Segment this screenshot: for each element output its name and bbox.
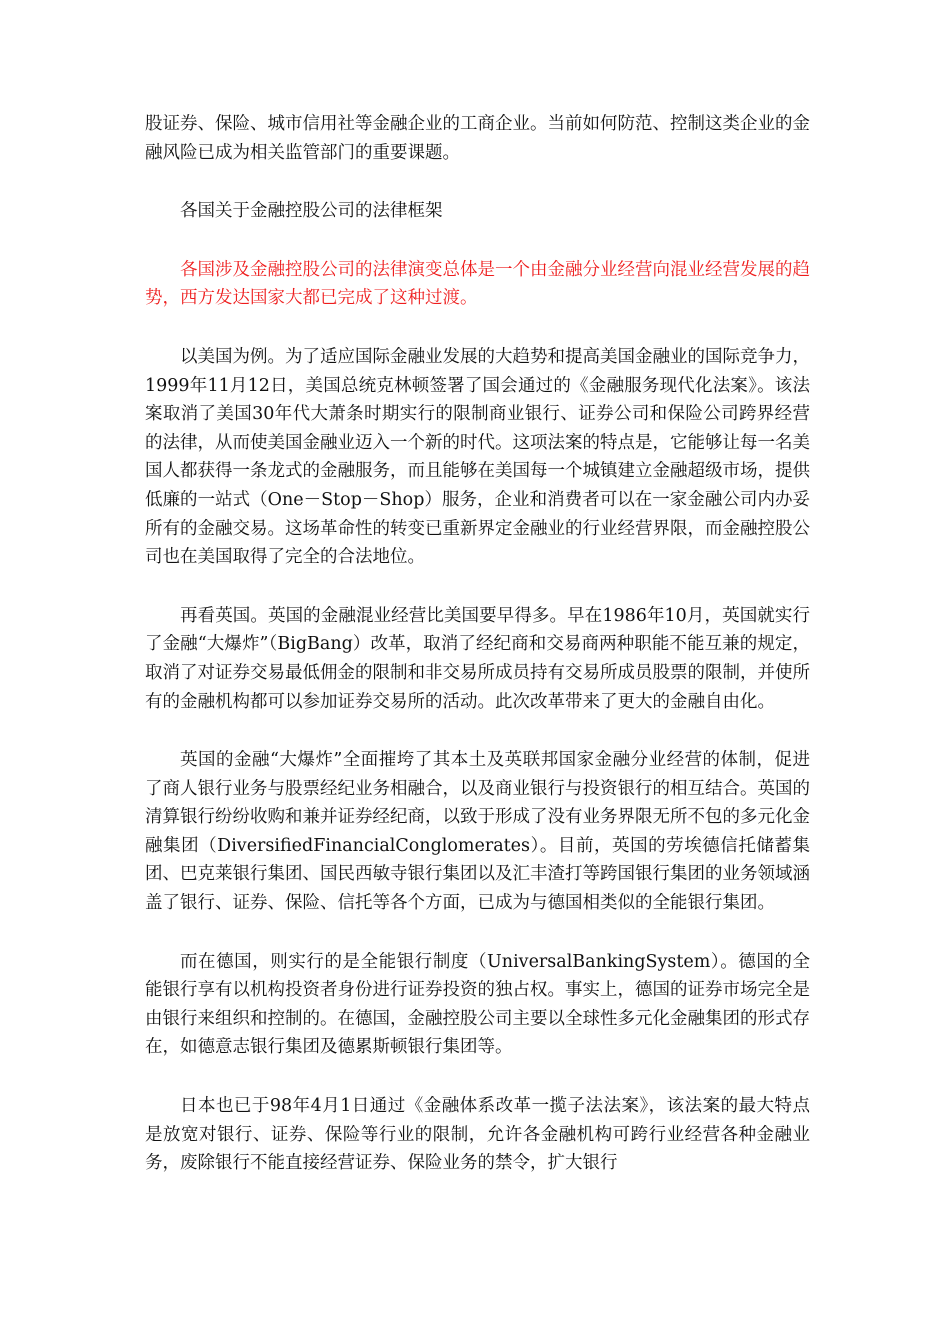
- paragraph-uk-bigbang: 英国的金融“大爆炸”全面摧垮了其本土及英联邦国家金融分业经营的体制，促进了商人银行业务与股票经纪业务相融合，以及商业银行与投资银行的相互结合。英国的清算银行纷纷收购和兼并证券经纪商，以致于形成了没有业务界限无所不包的多元化金融集团（DiversifiedFinancialConglomerates）。目前，英国的劳埃德信托储蓄集团、巴克莱银行集团、国民西敏寺银行集团以及汇丰渣打等跨国银行集团的业务领域涵盖了银行、证券、保险、信托等各个方面，已成为与德国相类似的全能银行集团。: [145, 750, 810, 914]
- paragraph-uk: 再看英国。英国的金融混业经营比美国要早得多。早在1986年10月，英国就实行了金融“大爆炸”（BigBang）改革，取消了经纪商和交易商两种职能不能互兼的规定，取消了对证券交易最低佣金的限制和非交易所成员持有交易所成员股票的限制，并使所有的金融机构都可以参加证券交易所的活动。此次改革带来了更大的金融自由化。: [145, 605, 810, 712]
- section-heading: 各国关于金融控股公司的法律框架: [180, 201, 443, 222]
- paragraph-continuation: 股证券、保险、城市信用社等金融企业的工商企业。当前如何防范、控制这类企业的金融风险已成为相关监管部门的重要课题。: [145, 114, 810, 163]
- paragraph-japan: 日本也已于98年4月1日通过《金融体系改革一揽子法法案》，该法案的最大特点是放宽对银行、证券、保险等行业的限制，允许各金融机构可跨行业经营各种金融业务，废除银行不能直接经营证券、保险业务的禁令，扩大银行: [145, 1096, 810, 1174]
- document-page: [145, 110, 810, 1178]
- paragraph-usa: 以美国为例。为了适应国际金融业发展的大趋势和提高美国金融业的国际竞争力，1999年11月12日，美国总统克林顿签署了国会通过的《金融服务现代化法案》。该法案取消了美国30年代大萧条时期实行的限制商业银行、证券公司和保险公司跨界经营的法律，从而使美国金融业迈入一个新的时代。这项法案的特点是，它能够让每一名美国人都获得一条龙式的金融服务，而且能够在美国每一个城镇建立金融超级市场，提供低廉的一站式（One－Stop－Shop）服务，企业和消费者可以在一家金融公司内办妥所有的金融交易。这场革命性的转变已重新界定金融业的行业经营界限，而金融控股公司也在美国取得了完全的合法地位。: [145, 346, 810, 568]
- paragraph-germany: 而在德国，则实行的是全能银行制度（UniversalBankingSystem）。德国的全能银行享有以机构投资者身份进行证券投资的独占权。事实上，德国的证券市场完全是由银行来组织和控制的。在德国，金融控股公司主要以全球性多元化金融集团的形式存在，如德意志银行集团及德累斯顿银行集团等。: [145, 951, 810, 1058]
- highlighted-paragraph: 各国涉及金融控股公司的法律演变总体是一个由金融分业经营向混业经营发展的趋势，西方发达国家大都已完成了这种过渡。: [145, 259, 810, 309]
